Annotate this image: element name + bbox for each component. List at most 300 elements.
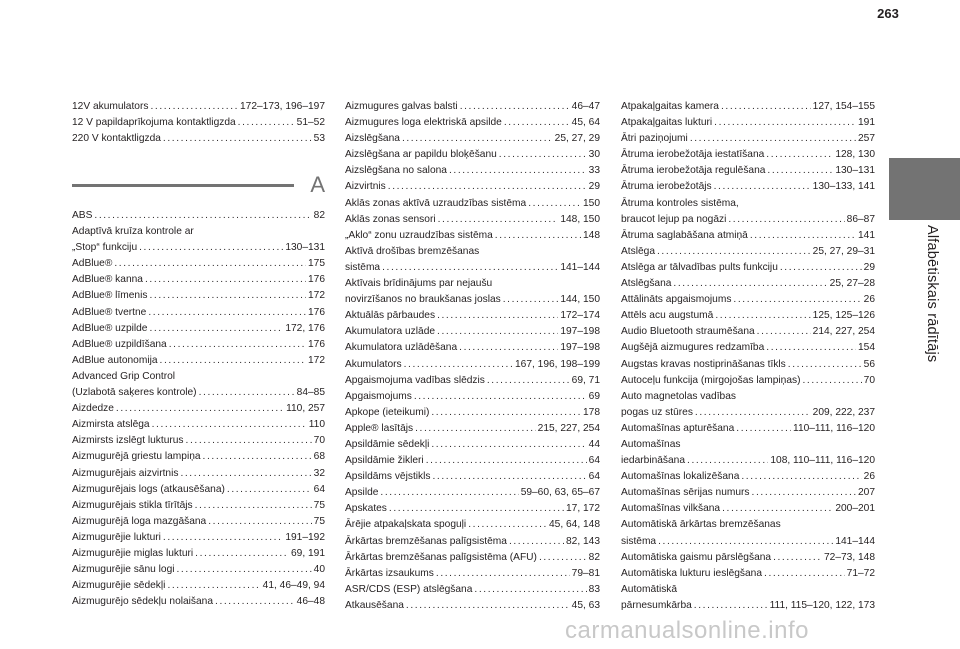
dot-leader bbox=[406, 598, 570, 614]
dot-leader bbox=[750, 228, 856, 244]
index-entry bbox=[621, 276, 875, 292]
index-entry-line bbox=[345, 389, 600, 405]
index-term: Automašīnas bbox=[621, 438, 681, 450]
index-entry-line bbox=[72, 337, 325, 353]
page-reference: 82 bbox=[313, 210, 325, 221]
index-term: Automašīnas lokalizēšana bbox=[621, 471, 740, 483]
dot-leader bbox=[721, 99, 811, 115]
page-reference: 257 bbox=[858, 133, 875, 145]
dot-leader bbox=[160, 353, 306, 369]
watermark: carmanualsonline.info bbox=[565, 617, 809, 644]
index-term: Aizvirtnis bbox=[345, 181, 386, 193]
dot-leader bbox=[167, 578, 260, 594]
index-entry bbox=[345, 276, 600, 308]
index-entry bbox=[621, 115, 875, 131]
index-entry bbox=[621, 437, 875, 469]
index-term: Adaptīvā kruīza kontrole ar bbox=[72, 226, 194, 238]
index-entry bbox=[345, 598, 600, 614]
index-term: Aktīvā drošības bremzēšanas bbox=[345, 245, 480, 257]
index-entry bbox=[72, 256, 325, 272]
dot-leader bbox=[766, 340, 856, 356]
index-entry bbox=[345, 501, 600, 517]
index-term: Atkausēšana bbox=[345, 599, 404, 611]
index-entry-line bbox=[345, 196, 600, 212]
index-entry-line bbox=[345, 357, 600, 373]
index-entry bbox=[72, 498, 325, 514]
index-entry bbox=[621, 373, 875, 389]
page-reference: 32 bbox=[313, 467, 325, 479]
index-term: Aizmugurējā griestu lampiņa bbox=[72, 451, 201, 463]
index-entry-line bbox=[621, 147, 875, 163]
page-reference: 148, 150 bbox=[560, 213, 600, 225]
index-term: Aizmugurējais aizvirtnis bbox=[72, 467, 179, 479]
index-entry-line bbox=[72, 417, 325, 433]
dot-leader bbox=[687, 453, 768, 469]
index-term: Apsilde bbox=[345, 487, 379, 499]
index-term: Automātiska gaismu pārslēgšana bbox=[621, 551, 772, 563]
index-entry bbox=[345, 147, 600, 163]
page-number: 263 bbox=[877, 6, 899, 21]
index-column-3 bbox=[621, 99, 875, 614]
page-reference: 26 bbox=[863, 294, 875, 306]
page-reference: 64 bbox=[588, 471, 600, 483]
page-reference: 56 bbox=[863, 358, 875, 370]
page-reference: 86–87 bbox=[846, 213, 875, 225]
index-entry bbox=[621, 566, 875, 582]
index-entry-line bbox=[72, 546, 325, 562]
page-reference: 111, 115–120, 122, 173 bbox=[769, 599, 875, 611]
index-term: novirzīšanos no braukšanas joslas bbox=[345, 294, 501, 306]
dot-leader bbox=[388, 179, 587, 195]
index-term: Atpakaļgaitas kamera bbox=[621, 101, 719, 112]
index-term: Aizmugurējie lukturi bbox=[72, 531, 161, 543]
page-reference: 110, 257 bbox=[286, 403, 325, 415]
page-reference: 127, 154–155 bbox=[812, 101, 875, 112]
index-term: AdBlue® kanna bbox=[72, 274, 143, 286]
page-reference: 30 bbox=[588, 149, 600, 161]
index-entry-line bbox=[345, 179, 600, 195]
index-entry-line bbox=[72, 305, 325, 321]
section-header bbox=[72, 172, 325, 198]
index-entry bbox=[72, 208, 325, 224]
index-term: AdBlue® līmenis bbox=[72, 290, 148, 302]
dot-leader bbox=[714, 115, 856, 131]
index-term: Apkope (ieteikumi) bbox=[345, 406, 430, 418]
dot-leader bbox=[163, 131, 312, 147]
index-term: Aizmirsts izslēgt lukturus bbox=[72, 435, 184, 447]
dot-leader bbox=[780, 260, 862, 276]
index-term: Aizslēgšana bbox=[345, 133, 400, 145]
index-entry bbox=[345, 550, 600, 566]
index-entry-line bbox=[345, 453, 600, 469]
index-term: (Uzlabotā saķeres kontrole) bbox=[72, 387, 197, 399]
page-reference: 172–174 bbox=[560, 310, 600, 322]
dot-leader bbox=[186, 433, 312, 449]
dot-leader bbox=[503, 292, 559, 308]
index-column-2 bbox=[345, 99, 600, 614]
page-reference: 46–48 bbox=[296, 596, 325, 608]
index-term: Aizdedze bbox=[72, 403, 114, 415]
index-term: Apskates bbox=[345, 503, 387, 515]
index-term: braucot lejup pa nogāzi bbox=[621, 213, 727, 225]
index-entry bbox=[72, 578, 325, 594]
index-term: Automašīnas vilkšana bbox=[621, 503, 721, 515]
page-reference: 17, 172 bbox=[566, 503, 600, 515]
page-reference: 64 bbox=[588, 455, 600, 467]
index-entry-line bbox=[621, 179, 875, 195]
page-reference: 25, 27, 29 bbox=[554, 133, 600, 145]
index-entry-line bbox=[621, 485, 875, 501]
index-entry bbox=[621, 163, 875, 179]
dot-leader bbox=[215, 594, 295, 610]
index-entry-line bbox=[621, 244, 875, 260]
index-term: Ātruma ierobežotājs bbox=[621, 181, 712, 193]
page-reference: 70 bbox=[863, 374, 875, 386]
index-term: iedarbināšana bbox=[621, 455, 686, 467]
page-reference: 125, 125–126 bbox=[812, 310, 875, 322]
index-term: Ārkārtas bremzēšanas palīgsistēma bbox=[345, 535, 507, 547]
dot-leader bbox=[431, 405, 581, 421]
page-reference: 154 bbox=[858, 342, 875, 354]
index-term: AdBlue® uzpilde bbox=[72, 322, 148, 334]
index-entry-line bbox=[345, 163, 600, 179]
side-label: Alfabētiskais rādītājs bbox=[924, 225, 940, 363]
index-entry-line bbox=[72, 530, 325, 546]
dot-leader bbox=[94, 208, 311, 224]
index-entry-line bbox=[621, 276, 875, 292]
index-entry bbox=[72, 369, 325, 401]
page-reference: 191–192 bbox=[285, 531, 325, 543]
page-reference: 197–198 bbox=[560, 342, 600, 354]
dot-leader bbox=[690, 131, 856, 147]
page-reference: 110–111, 116–120 bbox=[793, 422, 875, 434]
index-entry-line bbox=[621, 421, 875, 437]
index-term: pogas uz stūres bbox=[621, 406, 693, 418]
page-reference: 128, 130 bbox=[835, 149, 875, 161]
dot-leader bbox=[509, 534, 564, 550]
index-entry bbox=[72, 272, 325, 288]
index-list-top bbox=[72, 99, 325, 147]
index-entry bbox=[345, 405, 600, 421]
index-entry-line bbox=[72, 466, 325, 482]
dot-leader bbox=[673, 276, 827, 292]
index-entry-line bbox=[72, 240, 325, 256]
index-term: sistēma bbox=[621, 535, 657, 547]
index-entry bbox=[345, 517, 600, 533]
page-reference: 130–131 bbox=[835, 165, 875, 177]
index-entry-line bbox=[72, 131, 325, 147]
index-entry bbox=[345, 308, 600, 324]
index-entry-line bbox=[621, 566, 875, 582]
index-term: Ārkārtas izsaukums bbox=[345, 567, 434, 579]
index-entry-line bbox=[72, 433, 325, 449]
index-entry bbox=[345, 115, 600, 131]
index-term: Akumulators bbox=[345, 358, 402, 370]
dot-leader bbox=[380, 485, 518, 501]
index-term: Automātiskā bbox=[621, 583, 678, 595]
index-entry-line bbox=[621, 357, 875, 373]
page-reference: 64 bbox=[313, 483, 325, 495]
page-reference: 41, 46–49, 94 bbox=[262, 580, 325, 592]
dot-leader bbox=[426, 453, 587, 469]
index-entry-line bbox=[345, 324, 600, 340]
page-reference: 176 bbox=[308, 274, 325, 286]
page-reference: 84–85 bbox=[296, 387, 325, 399]
index-entry bbox=[72, 353, 325, 369]
index-term: Atpakaļgaitas lukturi bbox=[621, 117, 713, 129]
index-entry bbox=[621, 582, 875, 614]
dot-leader bbox=[528, 196, 581, 212]
index-entry bbox=[621, 469, 875, 485]
index-entry-line bbox=[621, 534, 875, 550]
index-entry bbox=[345, 485, 600, 501]
index-entry-line bbox=[621, 469, 875, 485]
index-entry-line bbox=[72, 482, 325, 498]
dot-leader bbox=[657, 244, 811, 260]
index-entry-line bbox=[621, 517, 875, 533]
dot-leader bbox=[438, 212, 559, 228]
dot-leader bbox=[199, 385, 295, 401]
index-entry-line bbox=[345, 421, 600, 437]
index-entry-line bbox=[621, 389, 875, 405]
dot-leader bbox=[499, 147, 587, 163]
index-term: Advanced Grip Control bbox=[72, 370, 176, 382]
index-entry bbox=[345, 228, 600, 244]
index-term: Aizmugurējais stikla tīrītājs bbox=[72, 499, 193, 511]
index-entry-line bbox=[345, 405, 600, 421]
dot-leader bbox=[148, 305, 306, 321]
dot-leader bbox=[658, 534, 833, 550]
dot-leader bbox=[116, 401, 284, 417]
index-entry bbox=[621, 357, 875, 373]
index-entry-line bbox=[72, 99, 325, 115]
index-entry bbox=[621, 228, 875, 244]
index-entry-line bbox=[72, 578, 325, 594]
index-term: Aklās zonas sensori bbox=[345, 213, 436, 225]
index-entry-line bbox=[621, 308, 875, 324]
dot-leader bbox=[203, 449, 312, 465]
index-entry bbox=[72, 466, 325, 482]
index-term: „Aklo“ zonu uzraudzības sistēma bbox=[345, 229, 493, 241]
index-entry bbox=[345, 566, 600, 582]
page-reference: 82, 143 bbox=[566, 535, 600, 547]
index-term: ABS bbox=[72, 210, 93, 221]
dot-leader bbox=[433, 469, 587, 485]
index-entry-line bbox=[345, 373, 600, 389]
page-reference: 200–201 bbox=[835, 503, 875, 515]
dot-leader bbox=[733, 292, 861, 308]
index-term: Apgaismojums bbox=[345, 390, 412, 402]
index-entry-line bbox=[345, 517, 600, 533]
page-reference: 176 bbox=[308, 338, 325, 350]
page-reference: 45, 64, 148 bbox=[549, 519, 600, 531]
page-reference: 40 bbox=[313, 564, 325, 576]
dot-leader bbox=[180, 466, 311, 482]
page-reference: 141–144 bbox=[560, 261, 600, 273]
index-term: Ārkārtas bremzēšanas palīgsistēma (AFU) bbox=[345, 551, 537, 563]
page-reference: 53 bbox=[313, 133, 325, 145]
index-entry bbox=[72, 514, 325, 530]
dot-leader bbox=[728, 212, 844, 228]
index-term: 12 V papildaprīkojuma kontaktligzda bbox=[72, 117, 236, 129]
index-entry-line bbox=[72, 369, 325, 385]
index-entry bbox=[72, 131, 325, 147]
page-reference: 172–173, 196–197 bbox=[240, 101, 325, 112]
index-entry bbox=[621, 147, 875, 163]
dot-leader bbox=[152, 417, 307, 433]
dot-leader bbox=[145, 272, 306, 288]
index-term: Akumulatora uzlāde bbox=[345, 326, 436, 338]
index-term: Apsildāms vējstikls bbox=[345, 471, 431, 483]
dot-leader bbox=[139, 240, 283, 256]
index-entry-line bbox=[72, 401, 325, 417]
index-term: Aizmugurējo sēdekļu nolaišana bbox=[72, 596, 214, 608]
index-entry bbox=[345, 469, 600, 485]
page-reference: 207 bbox=[858, 487, 875, 499]
dot-leader bbox=[238, 115, 295, 131]
index-entry-line bbox=[345, 260, 600, 276]
index-entry bbox=[345, 453, 600, 469]
index-entry-line bbox=[621, 324, 875, 340]
dot-leader bbox=[402, 131, 553, 147]
index-entry-line bbox=[621, 99, 875, 115]
index-entry-line bbox=[345, 550, 600, 566]
dot-leader bbox=[150, 99, 238, 115]
page-reference: 25, 27–28 bbox=[829, 278, 875, 290]
index-entry-line bbox=[72, 562, 325, 578]
dot-leader bbox=[504, 115, 570, 131]
index-entry bbox=[345, 534, 600, 550]
side-tab bbox=[889, 158, 960, 220]
dot-leader bbox=[736, 421, 791, 437]
index-term: Apgaismojuma vadības slēdzis bbox=[345, 374, 485, 386]
index-term: Ātruma kontroles sistēma, bbox=[621, 197, 739, 209]
index-entry bbox=[345, 582, 600, 598]
index-entry-line bbox=[621, 163, 875, 179]
index-entry bbox=[621, 485, 875, 501]
index-term: Autoceļu funkcija (mirgojošas lampiņas) bbox=[621, 374, 801, 386]
page-reference: 71–72 bbox=[846, 567, 875, 579]
index-term: Automašīnas apturēšana bbox=[621, 422, 735, 434]
index-entry-line bbox=[621, 228, 875, 244]
index-term: AdBlue® uzpildīšana bbox=[72, 338, 167, 350]
page-reference: 70 bbox=[313, 435, 325, 447]
dot-leader bbox=[694, 598, 768, 614]
index-term: pārnesumkārba bbox=[621, 599, 692, 611]
index-term: Aizmugurējie miglas lukturi bbox=[72, 547, 194, 559]
index-term: Apsildāmie žikleri bbox=[345, 455, 424, 467]
dot-leader bbox=[767, 163, 833, 179]
page-reference: 130–133, 141 bbox=[812, 181, 875, 193]
page-reference: 191 bbox=[858, 117, 875, 129]
index-term: „Stop“ funkciju bbox=[72, 242, 138, 254]
page-reference: 150 bbox=[583, 197, 600, 209]
page-reference: 172, 176 bbox=[285, 322, 325, 334]
index-entry-line bbox=[345, 276, 600, 292]
dot-leader bbox=[382, 260, 558, 276]
dot-leader bbox=[404, 357, 513, 373]
index-entry-line bbox=[621, 550, 875, 566]
dot-leader bbox=[788, 357, 862, 373]
index-entry-line bbox=[72, 272, 325, 288]
index-entry-line bbox=[621, 212, 875, 228]
dot-leader bbox=[163, 530, 283, 546]
dot-leader bbox=[766, 147, 833, 163]
index-term: Akumulatora uzlādēšana bbox=[345, 342, 458, 354]
index-entry-line bbox=[72, 449, 325, 465]
dot-leader bbox=[114, 256, 306, 272]
dot-leader bbox=[195, 498, 312, 514]
page-reference: 141–144 bbox=[835, 535, 875, 547]
index-entry bbox=[72, 115, 325, 131]
dot-leader bbox=[752, 485, 856, 501]
page-reference: 72–73, 148 bbox=[824, 551, 875, 563]
dot-leader bbox=[437, 308, 558, 324]
page-reference: 44 bbox=[588, 438, 600, 450]
index-entry bbox=[621, 179, 875, 195]
index-entry bbox=[72, 305, 325, 321]
index-term: Ātruma ierobežotāja regulēšana bbox=[621, 165, 766, 177]
index-entry bbox=[72, 546, 325, 562]
dot-leader bbox=[764, 566, 845, 582]
dot-leader bbox=[459, 340, 558, 356]
index-entry-line bbox=[72, 288, 325, 304]
index-entry-line bbox=[621, 373, 875, 389]
page-reference: 29 bbox=[863, 261, 875, 273]
dot-leader bbox=[695, 405, 811, 421]
index-term: Automātiskā ārkārtas bremzēšanas bbox=[621, 519, 781, 531]
index-term: AdBlue autonomija bbox=[72, 354, 158, 366]
page-reference: 172 bbox=[308, 290, 325, 302]
index-entry-line bbox=[621, 131, 875, 147]
index-term: Aizmugurējie sēdekļi bbox=[72, 580, 166, 592]
index-entry bbox=[72, 449, 325, 465]
index-entry bbox=[345, 437, 600, 453]
index-entry-line bbox=[345, 147, 600, 163]
dot-leader bbox=[415, 421, 536, 437]
index-entry bbox=[621, 260, 875, 276]
index-entry bbox=[345, 212, 600, 228]
index-entry-line bbox=[345, 437, 600, 453]
dot-leader bbox=[149, 321, 283, 337]
index-entry bbox=[72, 99, 325, 115]
dot-leader bbox=[449, 163, 587, 179]
page-reference: 215, 227, 254 bbox=[537, 422, 600, 434]
index-term: Aizmugures loga elektriskā apsilde bbox=[345, 117, 502, 129]
index-term: 12V akumulators bbox=[72, 101, 149, 112]
index-entry bbox=[345, 244, 600, 276]
dot-leader bbox=[487, 373, 570, 389]
index-entry-line bbox=[345, 566, 600, 582]
section-letter: A bbox=[310, 172, 325, 197]
dot-leader bbox=[208, 514, 311, 530]
index-term: Ātruma saglabāšana atmiņā bbox=[621, 229, 748, 241]
page-reference: 167, 196, 198–199 bbox=[515, 358, 600, 370]
dot-leader bbox=[715, 308, 810, 324]
dot-leader bbox=[495, 228, 581, 244]
index-entry bbox=[345, 163, 600, 179]
index-entry-line bbox=[345, 244, 600, 260]
index-entry-line bbox=[621, 582, 875, 598]
index-term: Aizmugurējais logs (atkausēšana) bbox=[72, 483, 225, 495]
page-reference: 68 bbox=[313, 451, 325, 463]
dot-leader bbox=[803, 373, 862, 389]
index-entry bbox=[345, 196, 600, 212]
dot-leader bbox=[714, 179, 811, 195]
index-entry bbox=[72, 530, 325, 546]
index-term: ASR/CDS (ESP) atslēgšana bbox=[345, 583, 473, 595]
dot-leader bbox=[149, 288, 306, 304]
